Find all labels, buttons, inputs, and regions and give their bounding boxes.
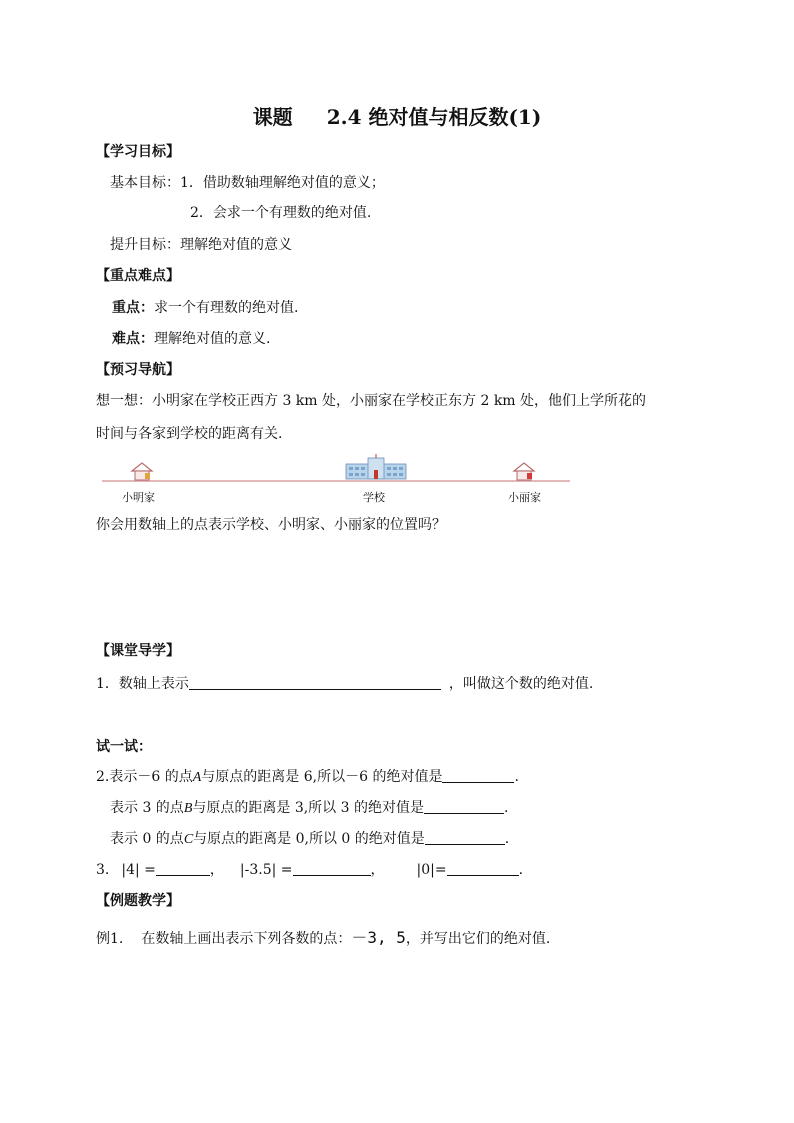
- q2a-text-1: 2.表示－6 的点: [96, 769, 193, 785]
- key-difficulty-label: 难点：: [112, 331, 154, 347]
- q2a-answer-blank[interactable]: [442, 768, 514, 783]
- goal-advanced: 提升目标：理解绝对值的意义: [110, 237, 292, 253]
- preview-question: 你会用数轴上的点表示学校、小明家、小丽家的位置吗？: [96, 517, 446, 533]
- q3-number: 3.: [96, 862, 110, 878]
- q2b-answer-blank[interactable]: [424, 799, 504, 814]
- section-example: 【例题教学】: [96, 893, 180, 909]
- goal-basic-1-text: 1．借助数轴理解绝对值的意义；: [180, 175, 385, 191]
- q2b-var: B: [183, 801, 193, 816]
- goal-basic-label: 基本目标：: [110, 175, 180, 191]
- q3-comma-2: ，: [370, 862, 385, 878]
- preview-think-line1: 想一想：小明家在学校正西方 3 km 处，小丽家在学校正东方 2 km 处，他们上学所花的: [96, 393, 647, 409]
- section-key-points: 【重点难点】: [96, 268, 180, 284]
- try-question-2b: [110, 798, 508, 819]
- try-title: 试一试：: [96, 739, 152, 755]
- xiaoming-house-icon: [132, 463, 152, 480]
- q2a-var: A: [192, 770, 202, 785]
- section-class: 【课堂导学】: [96, 643, 180, 659]
- q3-blank-3[interactable]: [447, 861, 519, 876]
- q2b-text-1: 表示 3 的点: [110, 800, 184, 816]
- q3-blank-1[interactable]: [156, 861, 210, 876]
- label-xiaoming-home: 小明家: [122, 491, 155, 504]
- q3-abs-4: |4| =: [121, 862, 156, 878]
- q1-suffix: ，叫做这个数的绝对值.: [448, 676, 594, 692]
- q1-prefix: 1．数轴上表示: [96, 676, 189, 692]
- illustration-graphics: [102, 452, 570, 512]
- example-numbers: －3, 5: [351, 928, 406, 947]
- section-preview: 【预习导航】: [96, 362, 180, 378]
- q2a-period: .: [514, 769, 519, 785]
- title-main: 2.4 绝对值与相反数(1): [326, 105, 542, 129]
- try-question-3: [96, 860, 523, 880]
- page-title: [0, 104, 794, 130]
- q2b-period: .: [504, 800, 509, 816]
- q2b-text-2: 与原点的距离是 3,所以 3 的绝对值是: [192, 800, 424, 816]
- example-text-a: 在数轴上画出表示下列各数的点：: [141, 931, 352, 947]
- example-1: [96, 928, 550, 949]
- q2c-text-2: 与原点的距离是 0,所以 0 的绝对值是: [193, 831, 425, 847]
- q3-period: .: [518, 862, 524, 878]
- q3-comma-1: ，: [209, 862, 224, 878]
- q2c-period: .: [504, 831, 510, 847]
- q3-abs-neg-3-5: |-3.5| =: [239, 862, 293, 878]
- q2a-text-2: 与原点的距离是 6,所以－6 的绝对值是: [201, 769, 443, 785]
- example-label: 例1.: [96, 931, 124, 947]
- q2c-var: C: [183, 832, 194, 847]
- title-prefix: 课题: [252, 105, 293, 129]
- try-question-2c: [110, 829, 509, 850]
- key-difficulty: [112, 329, 270, 349]
- xiaoli-house-icon: [514, 463, 534, 480]
- key-point-text: 求一个有理数的绝对值.: [154, 300, 299, 316]
- location-illustration: [102, 452, 570, 512]
- example-text-b: ，并写出它们的绝对值.: [405, 931, 551, 947]
- section-goals: 【学习目标】: [96, 144, 180, 160]
- q3-abs-0: |0|=: [416, 862, 447, 878]
- q1-answer-blank[interactable]: [189, 675, 441, 690]
- school-building-icon: [346, 454, 406, 479]
- q2c-text-1: 表示 0 的点: [110, 831, 184, 847]
- q3-blank-2[interactable]: [293, 861, 371, 876]
- key-point-label: 重点：: [112, 300, 154, 316]
- preview-think-line2: 时间与各家到学校的距离有关.: [96, 426, 283, 442]
- key-difficulty-text: 理解绝对值的意义.: [154, 331, 271, 347]
- goal-basic-1: [110, 173, 385, 193]
- label-xiaoli-home: 小丽家: [508, 491, 541, 504]
- q2c-answer-blank[interactable]: [425, 830, 505, 845]
- label-school: 学校: [363, 491, 385, 504]
- class-question-1: [96, 674, 593, 694]
- try-question-2a: [96, 767, 519, 788]
- key-point: [112, 298, 298, 318]
- goal-basic-2: 2．会求一个有理数的绝对值.: [190, 205, 372, 221]
